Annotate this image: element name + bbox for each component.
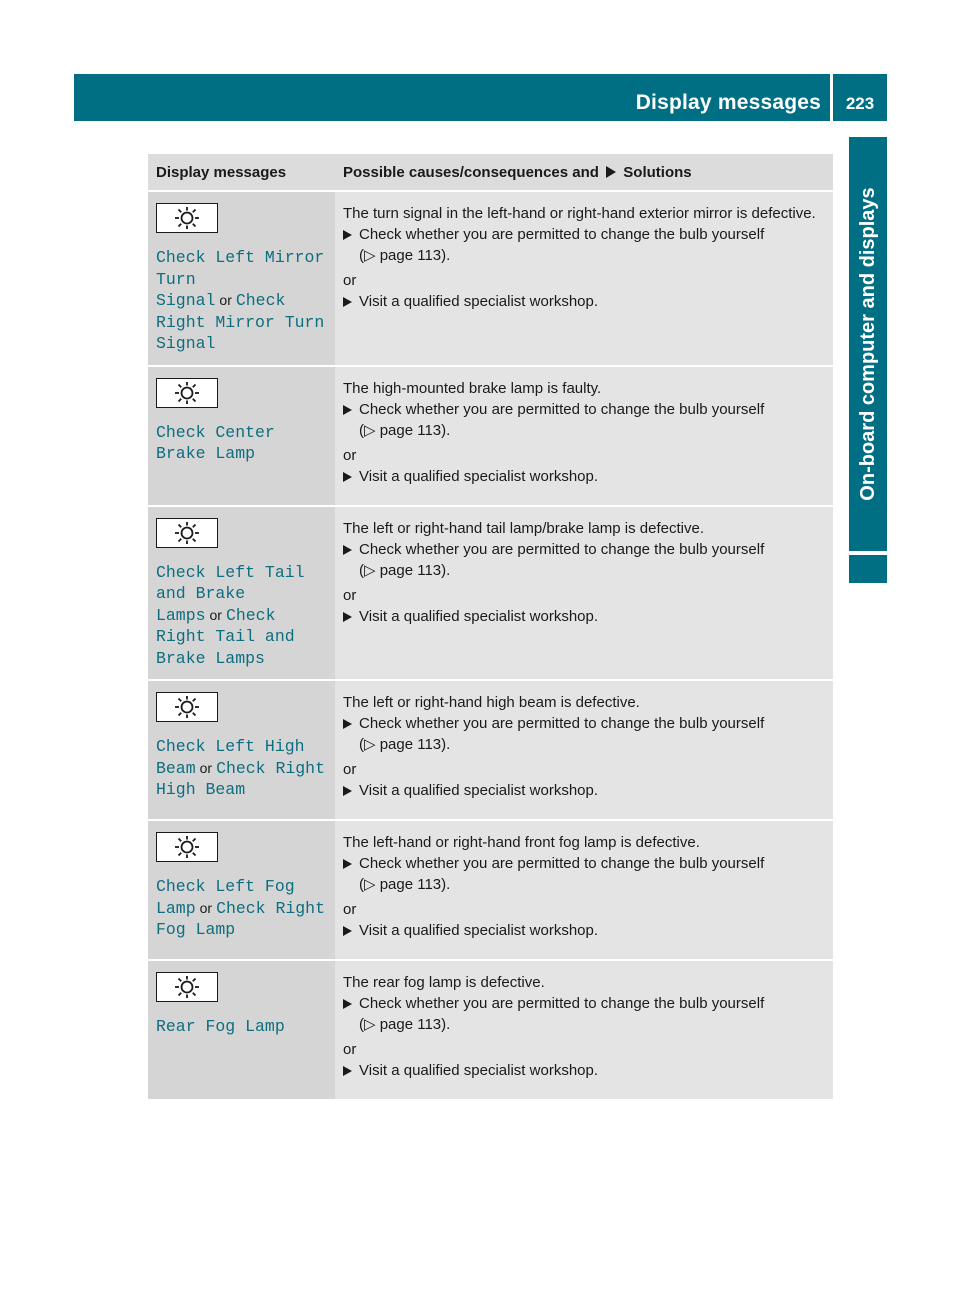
instruction-step	[343, 606, 823, 627]
table-row	[148, 820, 833, 960]
page-reference: (▷ page 113).	[359, 421, 451, 439]
table-row	[148, 960, 833, 1100]
arrow-right-icon	[606, 166, 616, 178]
step-arrow-icon	[343, 999, 352, 1009]
solution-cell	[335, 191, 833, 366]
display-message	[156, 247, 327, 355]
column-header-solutions	[335, 154, 833, 191]
solution-cell	[335, 366, 833, 506]
lamp-indicator	[156, 518, 218, 548]
instruction-step	[343, 291, 823, 312]
step-arrow-icon	[343, 230, 352, 240]
or-text: or	[343, 272, 357, 289]
message-cell	[148, 506, 335, 681]
step-arrow-icon	[343, 472, 352, 482]
display-message-text: Check Right High Beam	[156, 758, 325, 799]
instruction-step	[343, 713, 823, 755]
lamp-indicator	[156, 972, 218, 1002]
step-arrow-icon	[343, 786, 352, 796]
table-header-row	[148, 154, 833, 191]
step-text: Check whether you are permitted to change the bulb yourself	[359, 995, 765, 1012]
instruction-step	[343, 539, 823, 581]
step-text: Visit a qualified specialist workshop.	[359, 1062, 599, 1079]
column-header-solutions-text: Solutions	[623, 163, 692, 181]
page-reference: (▷ page 113).	[359, 876, 451, 893]
message-cell	[148, 366, 335, 506]
solution-cell	[335, 506, 833, 681]
table-row	[148, 366, 833, 506]
display-message	[156, 736, 327, 801]
table-row	[148, 191, 833, 366]
step-text: Visit a qualified specialist workshop.	[359, 782, 599, 799]
chapter-label: On-board computer and displays	[857, 187, 879, 501]
lamp-indicator	[156, 203, 218, 233]
header-bar	[74, 74, 887, 121]
step-text: Check whether you are permitted to change the bulb yourself	[359, 400, 765, 418]
message-cell	[148, 191, 335, 366]
display-message-text: Check Right Tail and Brake Lamps	[156, 605, 295, 668]
display-message-text: Check Right Mirror Turn Signal	[156, 291, 325, 353]
cause-text: The left or right-hand tail lamp/brake lamp is defective.	[343, 519, 705, 537]
step-arrow-icon	[343, 859, 352, 869]
bulb-icon	[172, 835, 202, 859]
display-message-text: Check Left Fog Lamp	[156, 877, 295, 918]
step-text: Check whether you are permitted to change the bulb yourself	[359, 715, 765, 732]
or-connector: or	[209, 606, 222, 623]
display-message-text: Rear Fog Lamp	[156, 1017, 285, 1036]
page-reference: (▷ page 113).	[359, 561, 451, 579]
bulb-icon	[172, 521, 202, 545]
step-text: Visit a qualified specialist workshop.	[359, 607, 599, 625]
step-arrow-icon	[343, 926, 352, 936]
side-marker	[849, 555, 887, 583]
instruction-step	[343, 780, 823, 801]
or-text: or	[343, 901, 357, 918]
display-message	[156, 1016, 327, 1038]
or-connector: or	[219, 292, 232, 308]
instruction-step	[343, 466, 823, 487]
display-messages-table	[148, 154, 833, 1101]
message-cell	[148, 960, 335, 1100]
instruction-step	[343, 1060, 823, 1081]
instruction-step	[343, 920, 823, 941]
cause-text: The left or right-hand high beam is defective.	[343, 694, 640, 711]
column-header-messages: Display messages	[148, 154, 335, 191]
or-text: or	[343, 1041, 357, 1058]
section-title: Display messages	[635, 91, 821, 114]
step-arrow-icon	[343, 1066, 352, 1076]
page-reference: (▷ page 113).	[359, 1016, 451, 1033]
solution-cell	[335, 680, 833, 820]
or-connector: or	[199, 899, 213, 916]
display-message-text: Check Left High Beam	[156, 737, 305, 778]
bulb-icon	[172, 975, 202, 999]
column-header-causes-text: Possible causes/consequences and	[343, 163, 599, 181]
or-text: or	[343, 446, 357, 464]
instruction-step	[343, 853, 823, 895]
solution-cell	[335, 820, 833, 960]
or-text: or	[343, 586, 357, 604]
step-text: Visit a qualified specialist workshop.	[359, 467, 599, 485]
step-arrow-icon	[343, 405, 352, 415]
display-message-text: Check Center Brake Lamp	[156, 422, 275, 463]
instruction-step	[343, 224, 823, 266]
message-cell	[148, 680, 335, 820]
cause-text: The high-mounted brake lamp is faulty.	[343, 379, 602, 397]
step-arrow-icon	[343, 719, 352, 729]
solution-cell	[335, 960, 833, 1100]
page-reference: (▷ page 113).	[359, 247, 451, 264]
display-message-text: Check Left Tail and Brake Lamps	[156, 562, 305, 625]
cause-text: The turn signal in the left-hand or right-hand exterior mirror is defective.	[343, 205, 816, 222]
instruction-step	[343, 993, 823, 1035]
step-text: Visit a qualified specialist workshop.	[359, 293, 599, 310]
page-reference: (▷ page 113).	[359, 736, 451, 753]
lamp-indicator	[156, 692, 218, 722]
display-message	[156, 876, 327, 941]
cause-text: The left-hand or right-hand front fog lamp is defective.	[343, 834, 700, 851]
table-row	[148, 680, 833, 820]
message-cell	[148, 820, 335, 960]
or-text: or	[343, 761, 357, 778]
step-text: Visit a qualified specialist workshop.	[359, 922, 599, 939]
lamp-indicator	[156, 832, 218, 862]
lamp-indicator	[156, 378, 218, 408]
bulb-icon	[172, 206, 202, 230]
step-arrow-icon	[343, 612, 352, 622]
cause-text: The rear fog lamp is defective.	[343, 974, 545, 991]
display-message	[156, 422, 327, 465]
step-text: Check whether you are permitted to change the bulb yourself	[359, 540, 765, 558]
display-message	[156, 562, 327, 670]
or-connector: or	[199, 759, 213, 776]
instruction-step	[343, 399, 823, 441]
bulb-icon	[172, 381, 202, 405]
chapter-side-tab	[849, 137, 887, 551]
display-message-text: Check Left Mirror Turn Signal	[156, 248, 325, 310]
display-message-text: Check Right Fog Lamp	[156, 898, 325, 939]
step-arrow-icon	[343, 545, 352, 555]
table-row	[148, 506, 833, 681]
step-arrow-icon	[343, 297, 352, 307]
step-text: Check whether you are permitted to change the bulb yourself	[359, 855, 765, 872]
bulb-icon	[172, 695, 202, 719]
step-text: Check whether you are permitted to change the bulb yourself	[359, 226, 765, 243]
page-number: 223	[845, 94, 875, 113]
